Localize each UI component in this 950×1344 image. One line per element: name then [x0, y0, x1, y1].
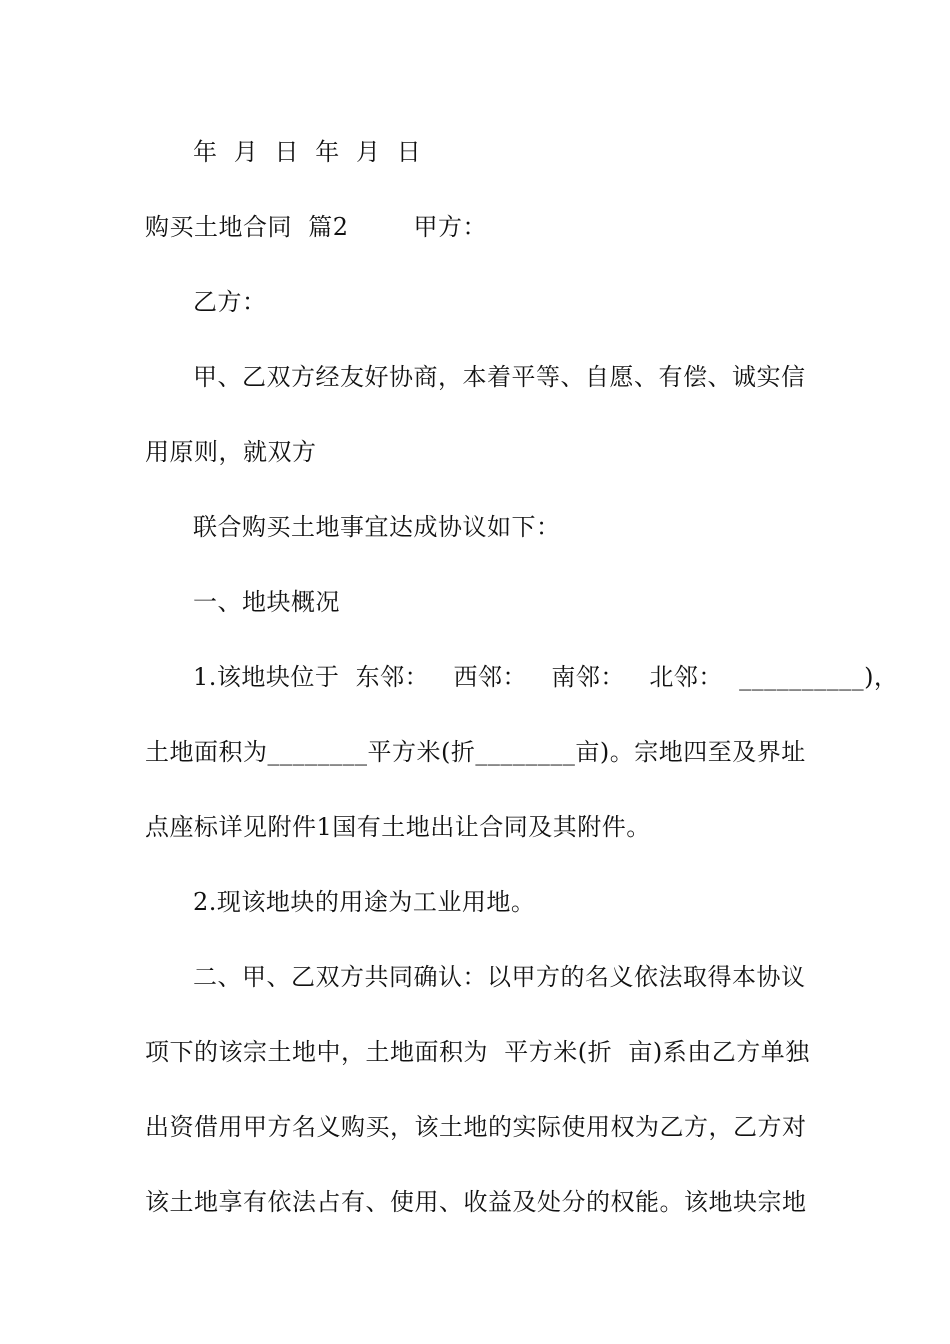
paragraph-line: 甲、乙双方经友好协商，本着平等、自愿、有偿、诚实信	[193, 363, 806, 391]
section-heading: 一、地块概况	[193, 588, 340, 616]
paragraph-line: 2.现该地块的用途为工业用地。	[193, 888, 536, 916]
paragraph-line: 项下的该宗土地中，土地面积为 平方米(折 亩)系由乙方单独	[145, 1038, 810, 1066]
paragraph-line: 土地面积为________平方米(折________亩)。宗地四至及界址	[145, 738, 806, 766]
paragraph-line: 联合购买土地事宜达成协议如下：	[193, 513, 561, 541]
paragraph-line: 出资借用甲方名义购买，该土地的实际使用权为乙方，乙方对	[145, 1113, 807, 1141]
contract-title-line: 购买土地合同 篇2 甲方：	[145, 213, 488, 241]
party-b-line: 乙方：	[193, 288, 267, 316]
date-line: 年 月 日 年 月 日	[193, 138, 422, 166]
paragraph-line: 1.该地块位于 东邻： 西邻： 南邻： 北邻： __________)，	[193, 663, 899, 691]
paragraph-line: 用原则，就双方	[145, 438, 317, 466]
section-heading: 二、甲、乙双方共同确认：以甲方的名义依法取得本协议	[193, 963, 806, 991]
paragraph-line: 点座标详见附件1国有土地出让合同及其附件。	[145, 813, 651, 841]
paragraph-line: 该土地享有依法占有、使用、收益及处分的权能。该地块宗地	[145, 1188, 807, 1216]
